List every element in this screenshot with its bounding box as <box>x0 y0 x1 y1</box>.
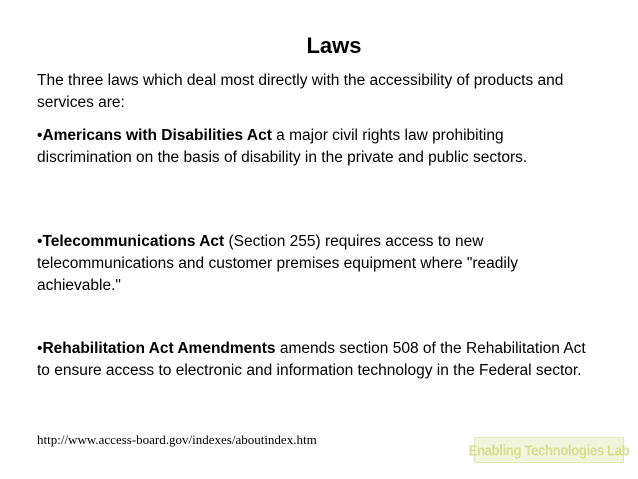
bullet-text-rehab-act: amends section 508 of the Rehabilitation Act to ensure access to electronic and information technology in the Federal sector. <box>37 340 586 379</box>
bullet-ada <box>37 125 597 169</box>
bullet-term-rehab-act: Rehabilitation Act Amendments <box>42 340 276 357</box>
source-link[interactable]: http://www.access-board.gov/indexes/aboutindex.htm <box>37 432 317 447</box>
slide-title: Laws <box>306 33 362 58</box>
bullet-text-ada: a major civil rights law prohibiting discrimination on the basis of disability in the private and public sectors. <box>37 127 528 166</box>
bullet-marker: • <box>37 233 43 250</box>
bullet-rehab-act <box>37 338 597 382</box>
bullet-text-telecom-act: (Section 255) requires access to new telecommunications and customer premises equipment where "readily achievable." <box>37 233 519 294</box>
bullet-term-ada: Americans with Disabilities Act <box>42 127 272 144</box>
bullet-marker: • <box>37 127 43 144</box>
bullet-term-telecom-act: Telecommunications Act <box>42 233 225 250</box>
watermark-text: Enabling Technologies Lab <box>468 441 630 459</box>
intro-paragraph: The three laws which deal most directly with the accessibility of products and services are: <box>37 72 564 111</box>
lab-watermark <box>468 437 630 463</box>
bullet-telecom-act <box>37 231 597 297</box>
bullet-marker: • <box>37 340 43 357</box>
